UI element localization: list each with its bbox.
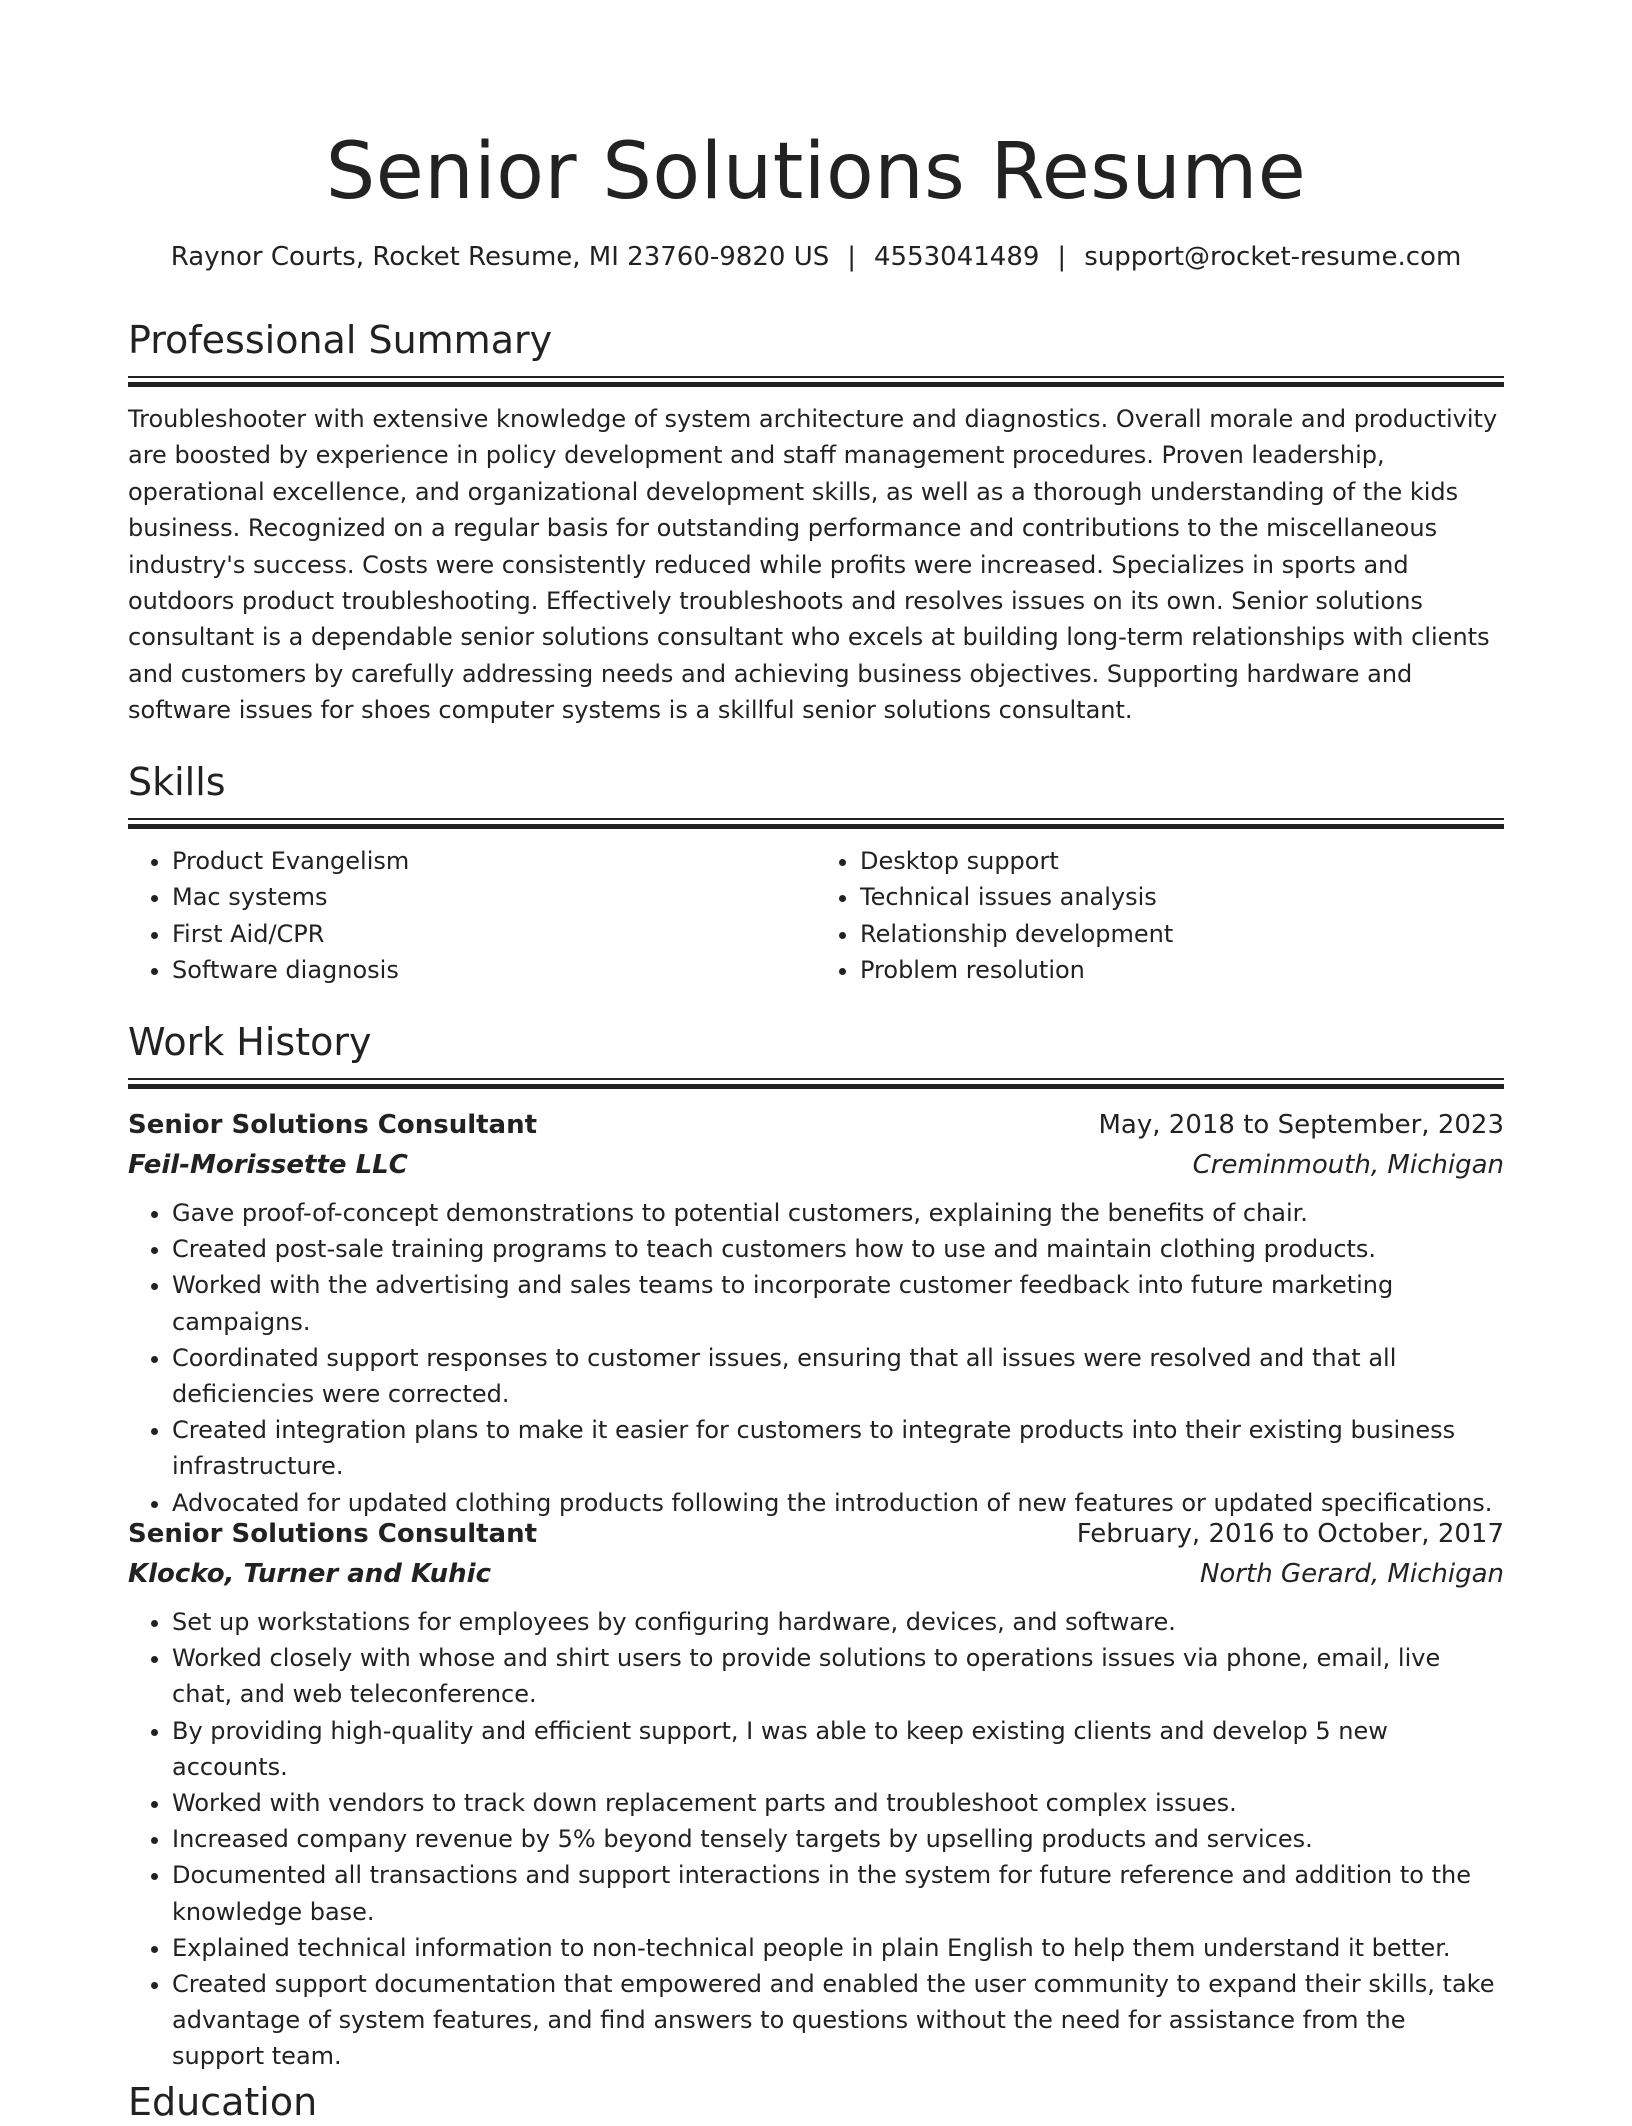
education-section xyxy=(128,2078,1504,2126)
skill-item: • Software diagnosis xyxy=(172,952,816,988)
section-divider xyxy=(128,818,1504,829)
job-bullet: • Coordinated support responses to customer issues, ensuring that all issues were resolved and that all deficiencies were corrected. xyxy=(172,1340,1504,1412)
contact-line xyxy=(128,240,1504,274)
job-bullets xyxy=(128,1195,1504,1521)
job-title: Senior Solutions Consultant xyxy=(128,1519,538,1549)
job-location: Creminmouth, Michigan xyxy=(1192,1150,1504,1180)
skill-item: • First Aid/CPR xyxy=(172,916,816,952)
section-divider xyxy=(128,1078,1504,1089)
job-header xyxy=(128,1105,1504,1145)
job-bullet: • Gave proof-of-concept demonstrations to potential customers, explaining the benefits of chair. xyxy=(172,1195,1504,1231)
contact-separator: | xyxy=(1057,242,1067,272)
resume-content xyxy=(128,0,1504,2124)
contact-phone: 4553041489 xyxy=(874,242,1040,272)
skills-column-right xyxy=(816,843,1504,989)
job-company: Klocko, Turner and Kuhic xyxy=(128,1559,492,1589)
section-divider xyxy=(128,376,1504,387)
job-bullet: • Increased company revenue by 5% beyond tensely targets by upselling products and services. xyxy=(172,1821,1504,1857)
job-title: Senior Solutions Consultant xyxy=(128,1110,538,1140)
skill-item: • Relationship development xyxy=(860,916,1504,952)
job-header xyxy=(128,1514,1504,1554)
section-heading-education: Education xyxy=(128,2080,318,2124)
job-bullet: • Worked with the advertising and sales teams to incorporate customer feedback into future marketing campaigns. xyxy=(172,1267,1504,1339)
job-bullet: • Worked with vendors to track down replacement parts and troubleshoot complex issues. xyxy=(172,1785,1504,1821)
work-section xyxy=(128,1018,1504,2071)
contact-separator: | xyxy=(847,242,856,272)
job-dates: May, 2018 to September, 2023 xyxy=(1098,1110,1504,1140)
section-heading-skills: Skills xyxy=(128,760,226,804)
skills-column-left xyxy=(128,843,816,989)
job-bullet: • Created support documentation that empowered and enabled the user community to expand their skills, take advantage of system features, and find answers to questions without the need for assistance from the support team. xyxy=(172,1966,1504,2075)
skill-item: • Problem resolution xyxy=(860,952,1504,988)
job-bullet: • By providing high-quality and efficient support, I was able to keep existing clients and develop 5 new accounts. xyxy=(172,1713,1504,1785)
contact-address: Raynor Courts, Rocket Resume, MI 23760-9820 US xyxy=(170,242,830,272)
job-entry xyxy=(128,1514,1504,2075)
job-bullet: • Set up workstations for employees by configuring hardware, devices, and software. xyxy=(172,1604,1504,1640)
skill-item: • Mac systems xyxy=(172,879,816,915)
skills-section xyxy=(128,758,1504,989)
skills-list xyxy=(128,843,1504,989)
job-bullet: • Advocated for updated clothing products following the introduction of new features or updated specifications. xyxy=(172,1485,1504,1521)
job-bullet: • Documented all transactions and support interactions in the system for future reference and addition to the knowledge base. xyxy=(172,1857,1504,1929)
job-bullet: • Created post-sale training programs to teach customers how to use and maintain clothing products. xyxy=(172,1231,1504,1267)
job-company: Feil-Morissette LLC xyxy=(128,1150,408,1180)
section-heading-work: Work History xyxy=(128,1020,372,1064)
summary-section xyxy=(128,316,1504,729)
page-title: Senior Solutions Resume xyxy=(325,127,1307,217)
contact-email: support@rocket-resume.com xyxy=(1084,242,1462,272)
job-bullets xyxy=(128,1604,1504,2075)
job-bullet: • Worked closely with whose and shirt users to provide solutions to operations issues via phone, email, live chat, and web teleconference. xyxy=(172,1640,1504,1712)
summary-text: Troubleshooter with extensive knowledge of system architecture and diagnostics. Overall morale and productivity are boosted by experience in policy development and staff management procedures. Proven leadership, operational excellence, and organizational development skills, as well as a thorough understanding of the kids business. Recognized on a regular basis for outstanding performance and contributions to the miscellaneous industry's success. Costs were consistently reduced while profits were increased. Specializes in sports and outdoors product troubleshooting. Effectively troubleshoots and resolves issues on its own. Senior solutions consultant is a dependable senior solutions consultant who excels at building long-term relationships with clients and customers by carefully addressing needs and achieving business objectives. Supporting hardware and software issues for shoes computer systems is a skillful senior solutions consultant. xyxy=(128,405,1498,725)
job-subheader xyxy=(128,1554,1504,1594)
skill-item: • Desktop support xyxy=(860,843,1504,879)
job-entry xyxy=(128,1105,1504,1521)
job-location: North Gerard, Michigan xyxy=(1199,1559,1504,1589)
job-subheader xyxy=(128,1145,1504,1185)
job-dates: February, 2016 to October, 2017 xyxy=(1076,1519,1504,1549)
job-bullet: • Explained technical information to non-technical people in plain English to help them understand it better. xyxy=(172,1930,1504,1966)
skill-item: • Technical issues analysis xyxy=(860,879,1504,915)
skill-item: • Product Evangelism xyxy=(172,843,816,879)
section-heading-summary: Professional Summary xyxy=(128,318,553,362)
job-bullet: • Created integration plans to make it easier for customers to integrate products into their existing business infrastructure. xyxy=(172,1412,1504,1484)
